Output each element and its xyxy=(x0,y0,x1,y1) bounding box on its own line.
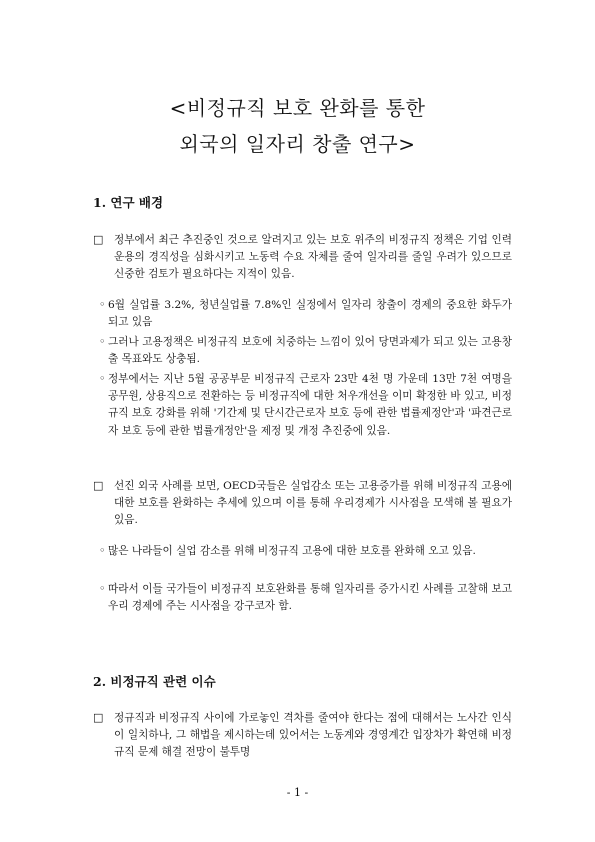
square-bullet-icon: □ xyxy=(93,233,104,246)
section-1-bullet-4: 많은 나라들이 실업 감소를 위해 비정규직 고용에 대한 보호를 완화해 오고 있음. xyxy=(108,545,476,557)
circle-bullet-icon: ◦ xyxy=(99,335,106,348)
document-title-line-1: <비정규직 보호 완화를 통한 xyxy=(169,96,426,120)
circle-bullet-icon: ◦ xyxy=(99,544,106,557)
section-1-paragraph-1: 정부에서 최근 추진중인 것으로 알려지고 있는 보호 위주의 비정규직 정책은 기업 인력운용의 경직성을 심화시키고 노동력 수요 자체를 줄여 일자리를 줄일 우려가 있으므로 신중한 검토가 필요하다는 지적이 있음. xyxy=(114,234,512,281)
square-bullet-icon: □ xyxy=(93,711,104,724)
circle-bullet-icon: ◦ xyxy=(99,298,106,311)
section-2-paragraph-1: 정규직과 비정규직 사이에 가로놓인 격차를 줄여야 한다는 점에 대해서는 노사간 인식이 일치하나, 그 해법을 제시하는데 있어서는 노동계와 경영계간 입장차가 확연해 비정규직 문제 해결 전망이 불투명 xyxy=(114,712,512,759)
circle-bullet-icon: ◦ xyxy=(99,582,106,595)
circle-bullet-icon: ◦ xyxy=(99,372,106,385)
section-1-bullet-3: 정부에서는 지난 5월 공공부문 비정규직 근로자 23만 4천 명 가운데 13만 7천 여명을 공무원, 상용직으로 전환하는 등 비정규직에 대한 처우개선을 이미 확정한 바 있고, 비정규직 보호 강화를 위해 '기간제 및 단시간근로자 보호 등에 관한 법률제정안'과 '파견근로자 보호 등에 관한 법률개정안'을 제정 및 개정 추진중에 있음. xyxy=(108,373,512,437)
section-1-heading: 1. 연구 배경 xyxy=(93,195,164,210)
section-1-bullet-2: 그러나 고용정책은 비정규직 보호에 치중하는 느낌이 있어 당면과제가 되고 있는 고용창출 목표와도 상충됨. xyxy=(108,336,512,366)
section-1-bullet-1: 6월 실업률 3.2%, 청년실업률 7.8%인 실정에서 일자리 창출이 경제의 중요한 화두가 되고 있음 xyxy=(108,299,512,329)
square-bullet-icon: □ xyxy=(93,479,104,492)
section-1-bullet-5: 따라서 이들 국가들이 비정규직 보호완화를 통해 일자리를 증가시킨 사례를 고찰해 보고 우리 경제에 주는 시사점을 강구코자 함. xyxy=(108,583,512,613)
section-1-paragraph-2: 선진 외국 사례를 보면, OECD국들은 실업감소 또는 고용증가를 위해 비정규직 고용에 대한 보호를 완화하는 추세에 있으며 이를 통해 우리경제가 시사점을 모색해 볼 필요가 있음. xyxy=(114,480,512,527)
page-number: - 1 - xyxy=(286,786,309,799)
document-title-line-2: 외국의 일자리 창출 연구> xyxy=(179,132,416,156)
section-2-heading: 2. 비정규직 관련 이슈 xyxy=(93,674,216,689)
